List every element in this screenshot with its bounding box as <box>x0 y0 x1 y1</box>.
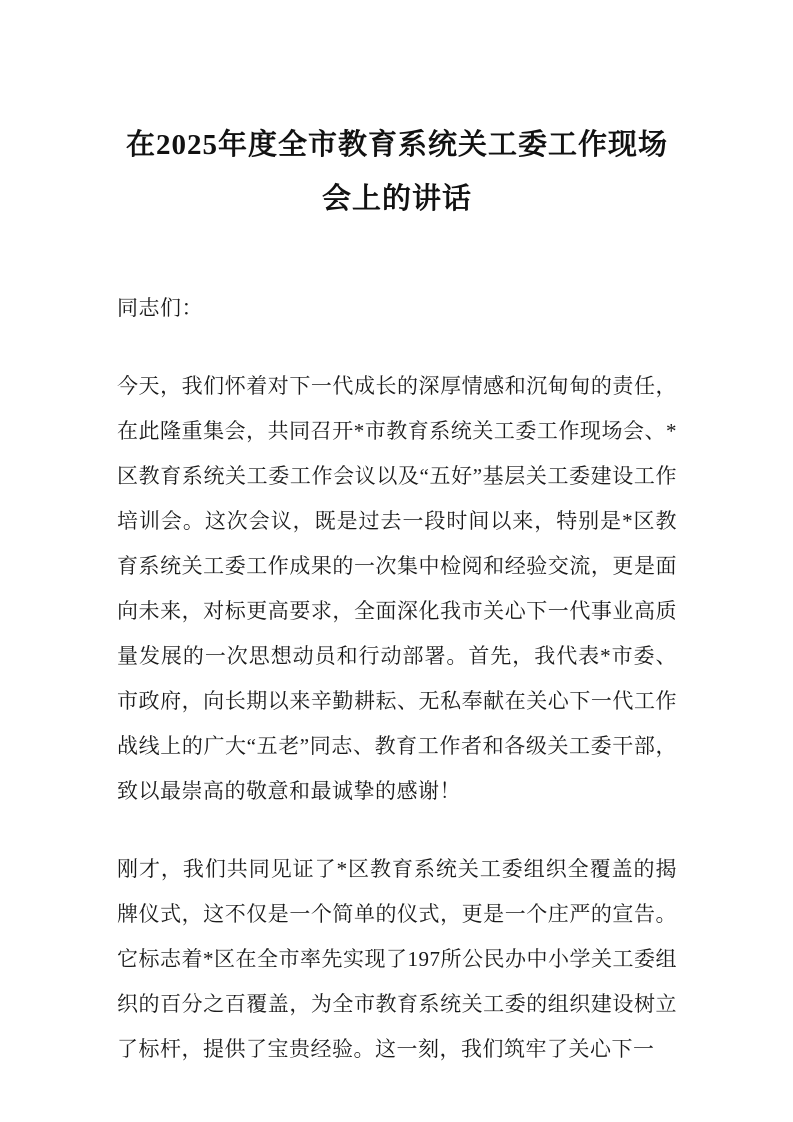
paragraph-2: 刚才，我们共同见证了*区教育系统关工委组织全覆盖的揭牌仪式，这不仅是一个简单的仪式，更是一个庄严的宣告。它标志着*区在全市率先实现了197所公民办中小学关工委组织的百分之百覆盖，为全市教育系统关工委的组织建设树立了标杆，提供了宝贵经验。这一刻，我们筑牢了关心下一 <box>117 857 677 1061</box>
salutation: 同志们： <box>117 296 203 320</box>
paragraph-1: 今天，我们怀着对下一代成长的深厚情感和沉甸甸的责任，在此隆重集会，共同召开*市教育系统关工委工作现场会、*区教育系统关工委工作会议以及“五好”基层关工委建设工作培训会。这次会议，既是过去一段时间以来，特别是*区教育系统关工委工作成果的一次集中检阅和经验交流，更是面向未来，对标更高要求，全面深化我市关心下一代事业高质量发展的一次思想动员和行动部署。首先，我代表*市委、市政府，向长期以来辛勤耕耘、无私奉献在关心下一代工作战线上的广大“五老”同志、教育工作者和各级关工委干部，致以最崇高的敬意和最诚挚的感谢！ <box>117 374 677 803</box>
document-body <box>117 286 677 1072</box>
document-title: 在2025年度全市教育系统关工委工作现场会上的讲话 <box>125 129 668 215</box>
